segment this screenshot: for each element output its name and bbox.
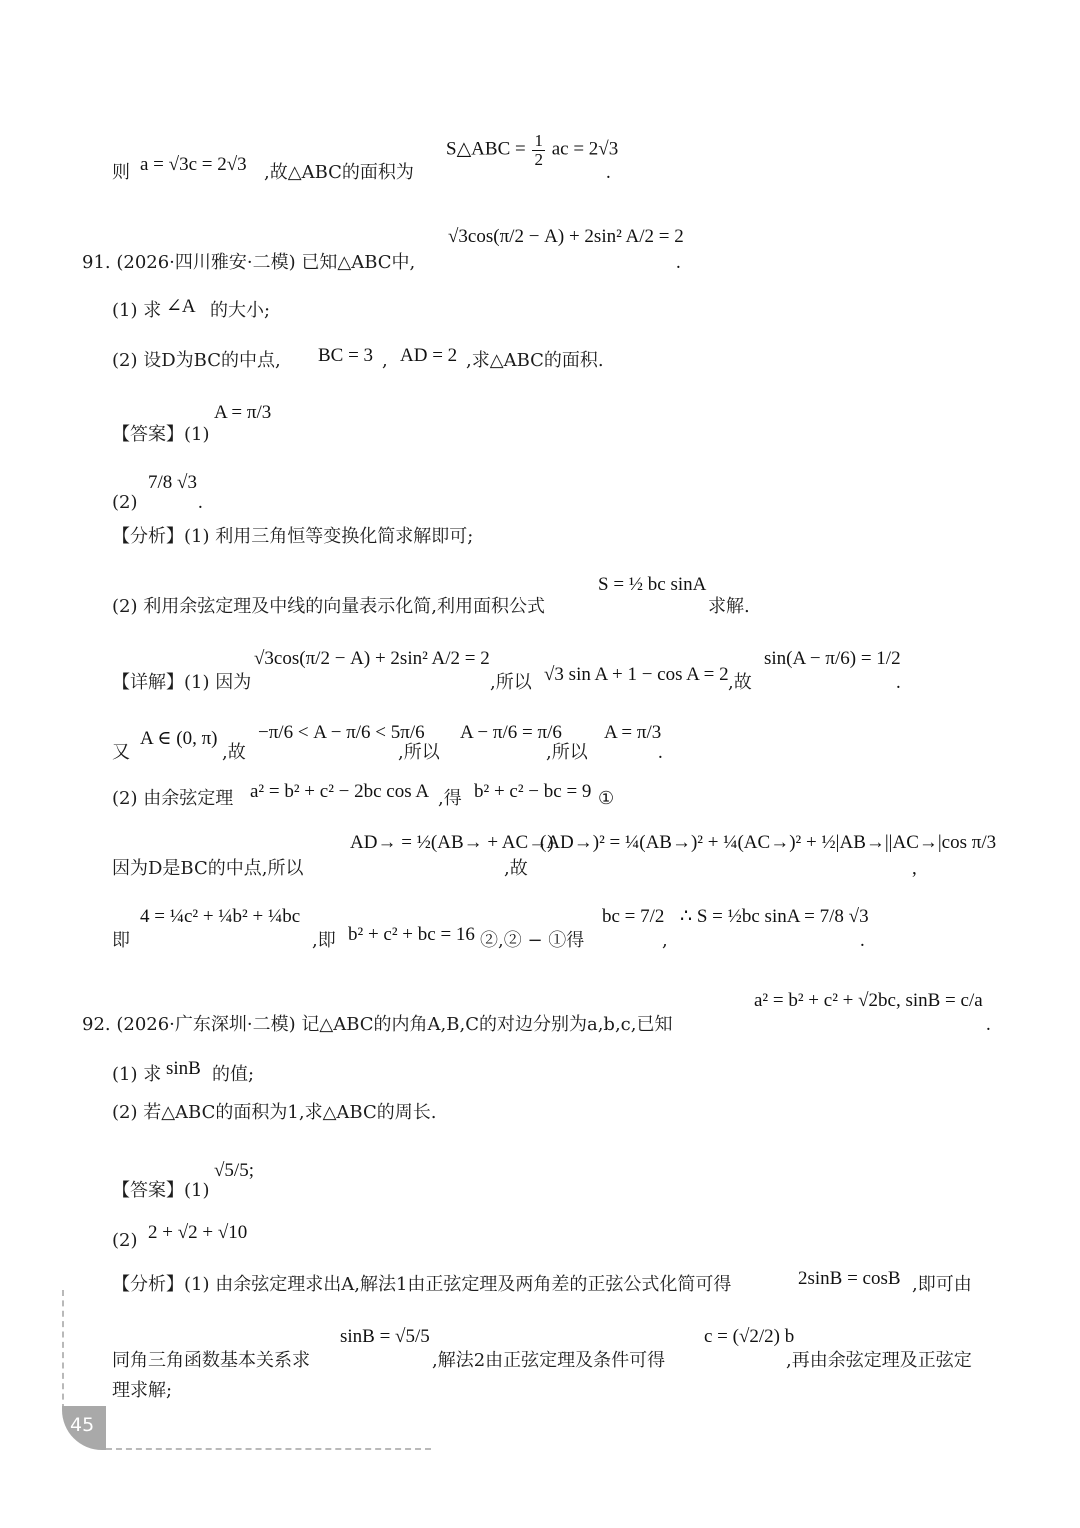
sol90-text-b: ,故△ABC的面积为: [264, 162, 414, 183]
q91-part2-bc: BC = 3: [318, 345, 374, 366]
q91-detail-1-m1: √3cos(π/2 − A) + 2sin² A/2 = 2: [254, 648, 490, 669]
q92-answer-2: 2 + √2 + √10: [148, 1222, 248, 1243]
q92-part2: (2) 若△ABC的面积为1,求△ABC的周长.: [112, 1102, 437, 1123]
q91-detail-4-a: 因为D是BC的中点,所以: [112, 858, 304, 879]
q91-detail-5-m2: b² + c² + bc = 16: [348, 924, 475, 945]
q91-detail-2-m2: −π/6 < A − π/6 < 5π/6: [258, 722, 425, 743]
q91-detail-5-c: ②,② − ①得: [480, 930, 585, 951]
sol90-area-num: 1: [534, 131, 543, 150]
sol90-area-den: 2: [534, 149, 543, 169]
q91-part2-ad: AD = 2: [400, 345, 458, 366]
q91-detail-2-a: 又: [112, 742, 130, 763]
q91-part2-a: (2) 设D为BC的中点,: [112, 350, 281, 371]
q91-part2-b: ,求△ABC的面积.: [466, 350, 604, 371]
q92-analysis-1-b: ,即可由: [912, 1274, 972, 1295]
q92-analysis-1-math: 2sinB = cosB: [798, 1268, 901, 1289]
q91-detail-2-m4: A = π/3: [604, 722, 662, 743]
q91-detail-1-m2: √3 sin A + 1 − cos A = 2: [544, 664, 729, 685]
q91-detail-4-b: ,故: [504, 858, 528, 879]
q91-detail-1-end: .: [896, 672, 901, 693]
q92-title: 92. (2026·广东深圳·二模) 记△ABC的内角A,B,C的对边分别为a,b,c,已知: [82, 1014, 673, 1035]
q91-detail-2-m3: A − π/6 = π/6: [460, 722, 562, 743]
q91-part1-b: 的大小;: [210, 300, 271, 321]
sol90-area-fraction: [532, 132, 545, 169]
page-bottom-dashed-line: [106, 1448, 431, 1450]
q91-answer-2: 7/8 √3: [148, 472, 197, 493]
q91-detail-2-m1: A ∈ (0, π): [140, 728, 218, 749]
page-number: 45: [70, 1414, 95, 1436]
sol90-area-rhs: ac = 2√3: [551, 138, 619, 160]
q91-detail-3-a: (2) 由余弦定理: [112, 788, 234, 809]
q91-part1-math: ∠A: [166, 296, 196, 317]
q92-answer-label: 【答案】(1): [112, 1180, 210, 1201]
q92-analysis-2-m1: sinB = √5/5: [340, 1326, 430, 1347]
sol90-text-a: 则: [112, 162, 130, 183]
q91-detail-5-b: ,即: [312, 930, 336, 951]
q92-analysis-2-b: ,解法2由正弦定理及条件可得: [432, 1350, 666, 1371]
q91-detail-3-marker: ①: [598, 788, 615, 809]
q92-analysis-1-a: 【分析】(1) 由余弦定理求出A,解法1由正弦定理及两角差的正弦公式化简可得: [112, 1274, 732, 1295]
q92-end: .: [986, 1014, 991, 1035]
q91-detail-5-a: 即: [112, 930, 130, 951]
q91-analysis-1: 【分析】(1) 利用三角恒等变换化简求解即可;: [112, 526, 474, 547]
q92-part1-math: sinB: [166, 1058, 201, 1079]
q91-detail-5-m4: ∴ S = ½bc sinA = 7/8 √3: [680, 906, 869, 927]
page-margin-dashed-line: [62, 1290, 64, 1410]
sol90-area-lhs: S△ABC =: [446, 138, 526, 160]
q91-analysis-2-formula: S = ½ bc sinA: [598, 574, 707, 595]
q91-end: .: [676, 252, 681, 273]
q92-given: a² = b² + c² + √2bc, sinB = c/a: [754, 990, 983, 1011]
q91-detail-1-b: ,所以: [490, 672, 532, 693]
q91-detail-1-c: ,故: [728, 672, 752, 693]
q91-detail-2-end: .: [658, 742, 663, 763]
q91-detail-3-m1: a² = b² + c² − 2bc cos A: [250, 781, 430, 802]
q92-analysis-2-c: ,再由余弦定理及正弦定: [786, 1350, 972, 1371]
q91-answer-label: 【答案】(1): [112, 424, 210, 445]
q92-part1-b: 的值;: [212, 1064, 255, 1085]
q92-analysis-2-a: 同角三角函数基本关系求: [112, 1350, 310, 1371]
q91-analysis-2-a: (2) 利用余弦定理及中线的向量表示化简,利用面积公式: [112, 596, 545, 617]
q91-given: √3cos(π/2 − A) + 2sin² A/2 = 2: [448, 226, 684, 247]
q91-detail-4-m2: (AD→)² = ¼(AB→)² + ¼(AC→)² + ½|AB→||AC→|cos π/3: [540, 832, 997, 853]
q91-detail-2-d: ,所以: [546, 742, 588, 763]
q91-detail-5-m3: bc = 7/2: [602, 906, 665, 927]
q91-detail-5-d: ,: [662, 930, 668, 951]
sol90-math-a: a = √3c = 2√3: [140, 154, 247, 175]
q91-detail-3-m2: b² + c² − bc = 9: [474, 781, 592, 802]
q92-analysis-2-m2: c = (√2/2) b: [704, 1326, 795, 1347]
q91-detail-4-m1: AD→ = ½(AB→ + AC→): [350, 832, 554, 853]
q91-detail-5-m1: 4 = ¼c² + ¼b² + ¼bc: [140, 906, 301, 927]
q91-part2-comma: ,: [382, 350, 388, 371]
q91-detail-1-a: 【详解】(1) 因为: [112, 672, 252, 693]
q91-answer-2-label: (2): [112, 492, 138, 513]
q91-detail-5-end: .: [860, 930, 865, 951]
q91-answer-2-end: .: [198, 492, 203, 513]
q91-detail-3-b: ,得: [438, 788, 462, 809]
q91-detail-1-m3: sin(A − π/6) = 1/2: [764, 648, 901, 669]
q92-part1-a: (1) 求: [112, 1064, 162, 1085]
q91-detail-2-b: ,故: [222, 742, 246, 763]
q91-detail-4-end: ,: [912, 858, 917, 879]
sol90-area-formula: [446, 132, 618, 169]
q91-answer-1: A = π/3: [214, 402, 272, 423]
q92-answer-1: √5/5;: [214, 1160, 254, 1181]
q91-part1-a: (1) 求: [112, 300, 162, 321]
q92-answer-2-label: (2): [112, 1230, 138, 1251]
sol90-end: .: [606, 162, 611, 183]
q92-analysis-3: 理求解;: [112, 1380, 173, 1401]
q91-detail-2-c: ,所以: [398, 742, 440, 763]
q91-analysis-2-b: 求解.: [708, 596, 750, 617]
q91-title: 91. (2026·四川雅安·二模) 已知△ABC中,: [82, 252, 416, 273]
